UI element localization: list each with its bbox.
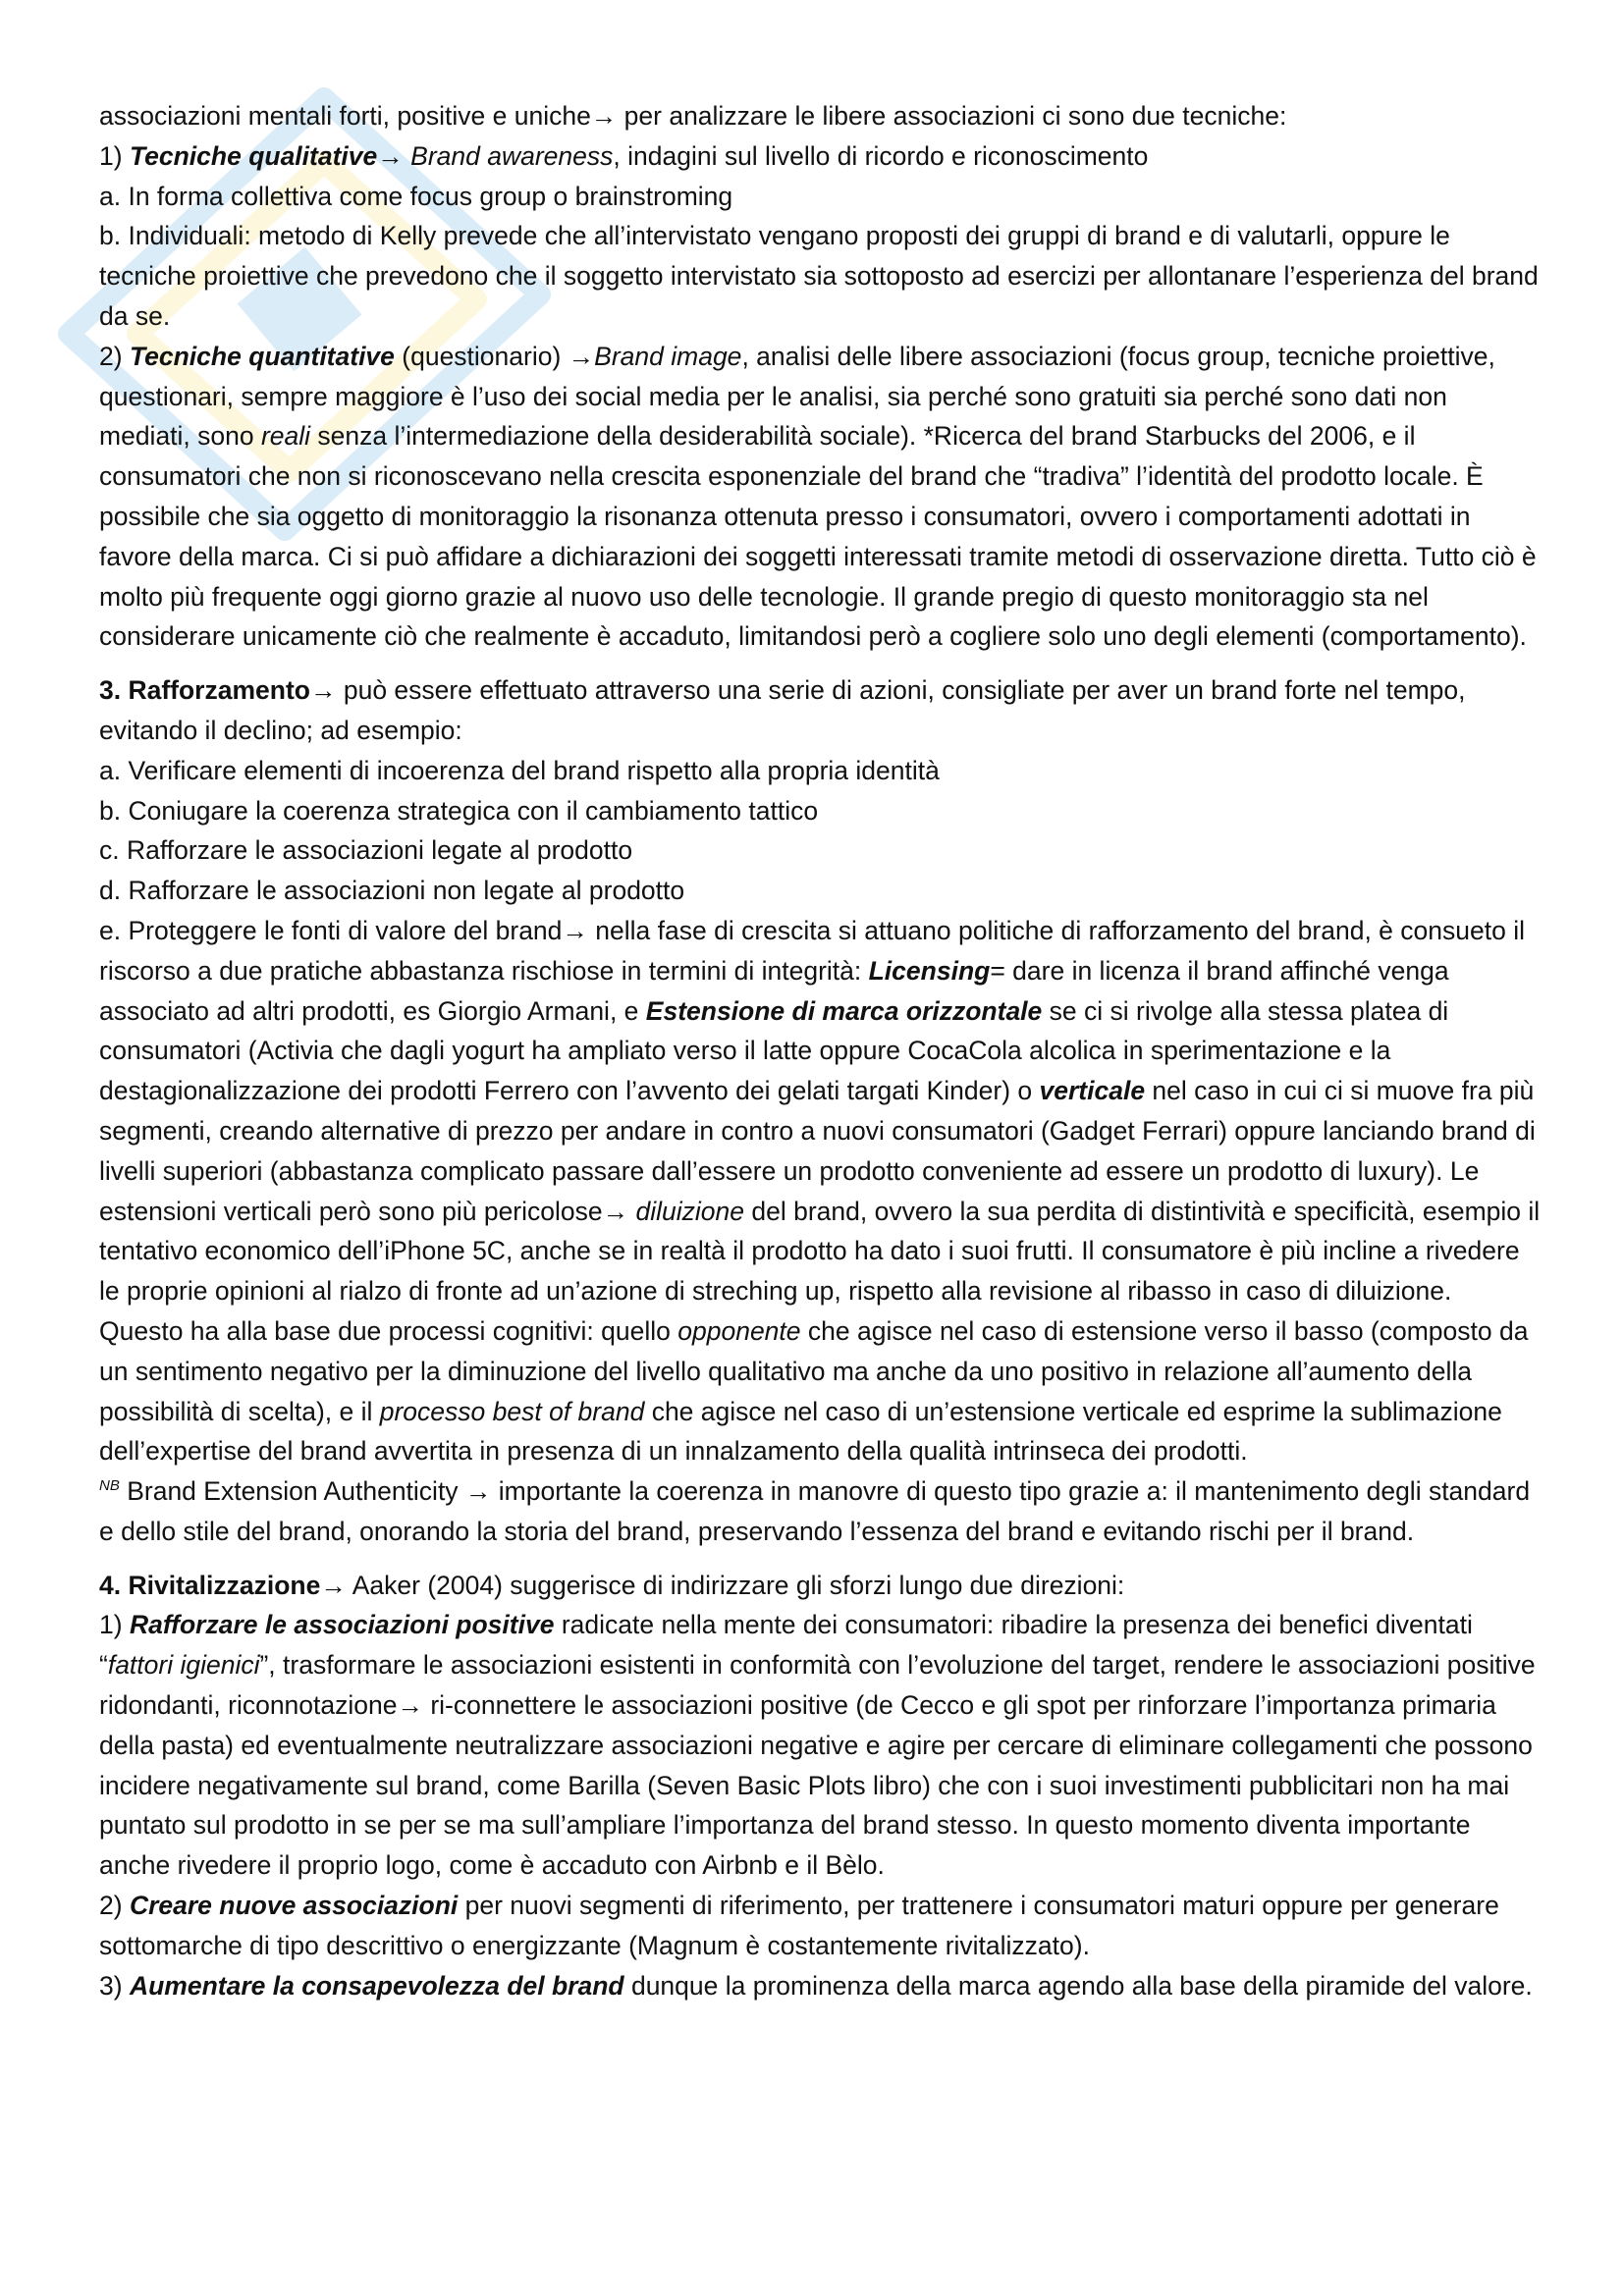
list-number: 1) [99, 140, 130, 171]
list-item-c [99, 830, 1543, 871]
section-rafforzamento [99, 670, 1543, 751]
list-item-3 [99, 1966, 1543, 2006]
text-run: se ci si rivolge alla stessa platea di consumatori (Activia che dagli yogurt ha ampliato verso il latte oppure CocaCola alcolica in sperimentazione e la destagionalizzazione dei prodotti Ferrero con l’avvento dei gelati targati Kinder) o [99, 995, 1449, 1106]
list-item-a [99, 751, 1543, 791]
text-run: , indagini sul livello di ricordo e riconoscimento [613, 140, 1149, 171]
list-item-b [99, 216, 1543, 336]
term-bold-italic: Aumentare la consapevolezza del brand [129, 1970, 624, 2001]
term-bold-italic: Creare nuove associazioni [129, 1891, 459, 1921]
text-run: che agisce nel caso di estensione verso il basso (composto da un sentimento negativo per la diminuzione del livello qualitativo ma anche da uno positivo in relazione all’aumento della possibilità di scelta), e il [99, 1315, 1529, 1426]
text-run: (questionario) → [394, 341, 595, 371]
text-run: per nuovi segmenti di riferimento, per trattenere i consumatori maturi oppure per generare sottomarche di tipo descrittivo o energizzante (Magnum è costantemente rivitalizzato). [99, 1891, 1499, 1960]
term-italic: fattori igienici [107, 1650, 260, 1681]
list-item-a [99, 177, 1543, 217]
text-run: = dare in licenza il brand affinché venga associato ad altri prodotti, es Giorgio Armani, e [99, 955, 1449, 1026]
list-item-2 [99, 1886, 1543, 1966]
list-number: 1) [99, 1610, 130, 1640]
text-run: , analisi delle libere associazioni (focus group, tecniche proiettive, questionari, sempre maggiore è l’uso dei social media per le analisi, sia perché sono gratuiti sia perché sono dati non mediati, sono [99, 341, 1495, 452]
term-bold-italic: Estensione di marca orizzontale [645, 995, 1043, 1026]
list-item-b [99, 791, 1543, 831]
text-run: a. In forma collettiva come focus group o brainstroming [99, 181, 733, 211]
term-italic: reali [260, 421, 311, 452]
text-run: b. Individuali: metodo di Kelly prevede che all’intervistato vengano proposti dei gruppi di brand e di valutarli, oppure le tecniche proiettive che prevedono che il soggetto intervistato sia sottoposto ad esercizi per allontanare l’esperienza del brand da se. [99, 221, 1539, 331]
paragraph-tecniche-quantitative [99, 337, 1543, 657]
paragraph-gap [99, 1552, 1543, 1566]
text-run: dunque la prominenza della marca agendo alla base della piramide del valore. [623, 1970, 1533, 2001]
paragraph-tecniche-qualitative [99, 136, 1543, 177]
term-bold-italic: verticale [1039, 1076, 1146, 1106]
list-number: 2) [99, 341, 130, 371]
list-item-d [99, 871, 1543, 911]
document-body [99, 96, 1543, 2005]
term-italic: diluizione [635, 1196, 744, 1226]
term-bold-italic: Licensing [868, 955, 991, 986]
section-heading: 4. Rivitalizzazione [99, 1570, 321, 1600]
term-bold-italic: Rafforzare le associazioni positive [129, 1610, 555, 1640]
text-run: → può essere effettuato attraverso una serie di azioni, consigliate per aver un brand forte nel tempo, evitando il declino; ad esempio: [99, 675, 1466, 745]
text-run: b. Coniugare la coerenza strategica con il cambiamento tattico [99, 795, 819, 826]
note-brand-extension [99, 1471, 1543, 1552]
text-run: ”, trasformare le associazioni esistenti in conformità con l’evoluzione del target, rendere le associazioni positive ridondanti, riconnotazione→ ri-connettere le associazioni positive (de Cecco e gli spot per rinforzare l’importanza primaria della pasta) ed eventualmente neutralizzare associazioni negative e agire per cercare di eliminare collegamenti che possono incidere negativamente sul brand, come Barilla (Seven Basic Plots libro) che con i suoi investimenti pubblicitari non ha mai puntato sul prodotto in se per se ma sull’ampliare l’importanza del brand stesso. In questo momento diventa importante anche rivedere il proprio logo, come è accaduto con Airbnb e il Bèlo. [99, 1650, 1536, 1881]
text-run: del brand, ovvero la sua perdita di distintività e specificità, esempio il tentativo economico dell’iPhone 5C, anche se in realtà il prodotto ha dato i suoi frutti. Il consumatore è più incline a rivedere le proprie opinioni al rialzo di fronte ad un’azione di streching up, rispetto alla revisione al ribasso in caso di diluizione. Questo ha alla base due processi cognitivi: quello [99, 1196, 1541, 1346]
term-italic: processo best of brand [379, 1396, 645, 1426]
text-run: c. Rafforzare le associazioni legate al prodotto [99, 835, 633, 866]
term-bold-italic: Tecniche qualitative [129, 140, 378, 171]
text-run: associazioni mentali forti, positive e uniche→ per analizzare le libere associazioni ci sono due tecniche: [99, 101, 1287, 131]
text-run: → Aaker (2004) suggerisce di indirizzare gli sforzi lungo due direzioni: [320, 1570, 1125, 1600]
section-heading: 3. Rafforzamento [99, 675, 310, 706]
text-run: e. Proteggere le fonti di valore del brand→ nella fase di crescita si attuano politiche di rafforzamento del brand, è consueto il riscorso a due pratiche abbastanza rischiose in termini di integrità: [99, 915, 1525, 986]
list-number: 2) [99, 1891, 130, 1921]
list-item-1 [99, 1605, 1543, 1886]
text-run: a. Verificare elementi di incoerenza del brand rispetto alla propria identità [99, 755, 940, 785]
text-run: che agisce nel caso di un’estensione verticale ed esprime la sublimazione dell’expertise del brand avvertita in presenza di un innalzamento della qualità intrinseca dei prodotti. [99, 1396, 1502, 1467]
term-italic: Brand awareness [410, 140, 614, 171]
section-rivitalizzazione [99, 1566, 1543, 1606]
term-bold-italic: Tecniche quantitative [129, 341, 395, 371]
text-run: nel caso in cui ci si muove fra più segmenti, creando alternative di prezzo per andare in contro a nuovi consumatori (Gadget Ferrari) oppure lanciando brand di livelli superiori (abbastanza complicato passare dall’essere un prodotto conveniente ad essere un prodotto di luxury). Le estensioni verticali però sono più pericolose→ [99, 1076, 1536, 1226]
term-italic: Brand image [594, 341, 742, 371]
text-run: senza l’intermediazione della desiderabilità sociale). *Ricerca del brand Starbucks del 2006, e il consumatori che non si riconoscevano nella crescita esponenziale del brand che “tradiva” l’identità del prodotto locale. È possibile che sia oggetto di monitoraggio la risonanza ottenuta presso i consumatori, ovvero i comportamenti adottati in favore della marca. Ci si può affidare a dichiarazioni dei soggetti interessati tramite metodi di osservazione diretta. Tutto ciò è molto più frequente oggi giorno grazie al nuovo uso delle tecnologie. Il grande pregio di questo monitoraggio sta nel considerare unicamente ciò che realmente è accaduto, limitandosi però a cogliere solo uno degli elementi (comportamento). [99, 421, 1537, 652]
list-item-e [99, 911, 1543, 1471]
note-marker: NB [99, 1477, 120, 1495]
text-run: radicate nella mente dei consumatori: ribadire la presenza dei benefici diventati “ [99, 1610, 1473, 1681]
paragraph-gap [99, 657, 1543, 670]
term-italic: opponente [677, 1315, 801, 1346]
list-number: 3) [99, 1970, 130, 2001]
text-run: d. Rafforzare le associazioni non legate al prodotto [99, 876, 685, 906]
text-run: Brand Extension Authenticity → importante la coerenza in manovre di questo tipo grazie a: il mantenimento degli standard e dello stile del brand, onorando la storia del brand, preservando l’essenza del brand e evitando rischi per il brand. [99, 1476, 1531, 1546]
arrow-text: → [377, 140, 411, 171]
paragraph-associazioni [99, 96, 1543, 136]
